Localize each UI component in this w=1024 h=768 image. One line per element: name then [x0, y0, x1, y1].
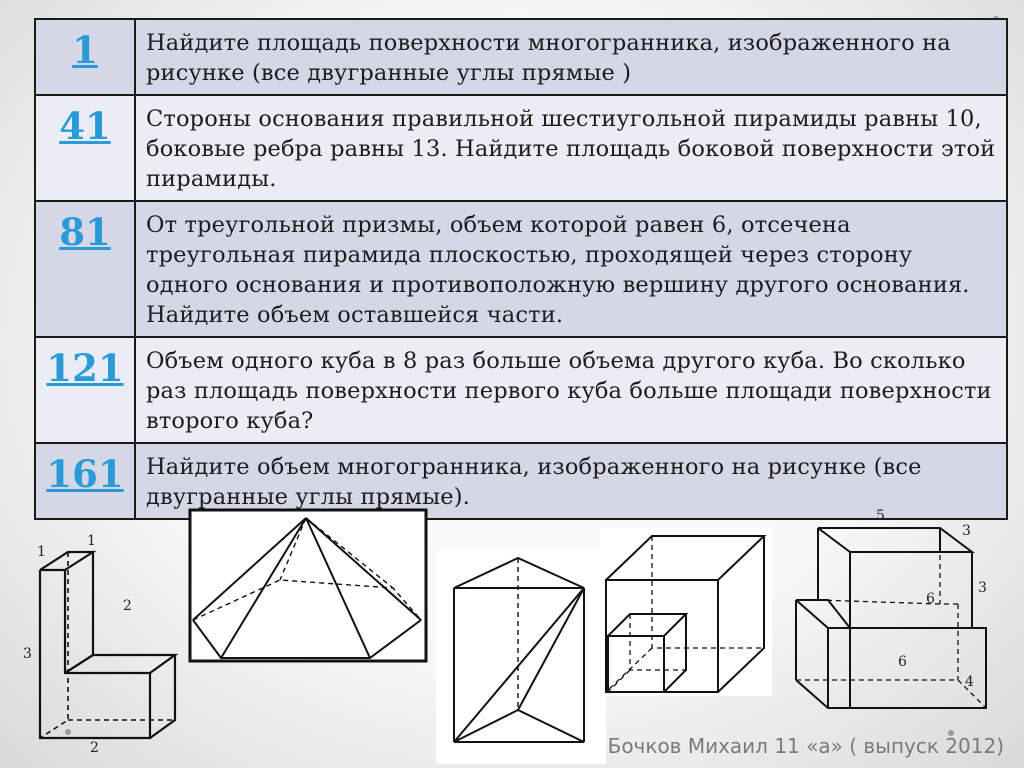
figure-compound-box: [790, 508, 1000, 714]
edge-label: 4: [965, 674, 974, 690]
edge-label: 5: [876, 508, 885, 524]
author-caption: Бочков Михаил 11 «а» ( выпуск 2012): [607, 734, 1004, 758]
task-text: Найдите площадь поверхности многогранника, изображенного на рисунке (все двугранные углы прямые ): [135, 19, 1007, 95]
figure-triangular-prism: [436, 550, 606, 764]
task-number-link[interactable]: 41: [35, 95, 135, 201]
decor-dot: [65, 729, 71, 735]
task-row: [35, 19, 1007, 95]
edge-label: 2: [123, 598, 132, 614]
figure-hexagonal-pyramid: [188, 508, 428, 664]
task-row: [35, 95, 1007, 201]
task-text: Найдите объем многогранника, изображенного на рисунке (все двугранные углы прямые).: [135, 443, 1007, 519]
figure-two-cubes: [600, 528, 772, 696]
edge-label: 3: [978, 580, 987, 596]
figure-l-polyhedron: [15, 530, 190, 760]
edge-label: 6: [898, 654, 907, 670]
task-number-link[interactable]: 161: [35, 443, 135, 519]
task-number-link[interactable]: 121: [35, 337, 135, 443]
task-row: [35, 201, 1007, 337]
task-text: От треугольной призмы, объем которой равен 6, отсечена треугольная пирамида плоскостью, проходящей через сторону одного основания и противоположную вершину другого основания. Найдите объем оставшейся части.: [135, 201, 1007, 337]
task-number-link[interactable]: 81: [35, 201, 135, 337]
edge-label: 1: [87, 533, 96, 549]
edge-label: 2: [90, 740, 99, 756]
tasks-table: [34, 18, 1008, 520]
edge-label: 1: [37, 544, 46, 560]
edge-label: 6: [926, 591, 935, 607]
task-row: [35, 337, 1007, 443]
edge-label: 3: [23, 646, 32, 662]
task-text: Стороны основания правильной шестиугольной пирамиды равны 10, боковые ребра равны 13. Найдите площадь боковой поверхности этой пирамиды.: [135, 95, 1007, 201]
task-text: Объем одного куба в 8 раз больше объема другого куба. Во сколько раз площадь поверхности первого куба больше площади поверхности второго куба?: [135, 337, 1007, 443]
edge-label: 3: [962, 523, 971, 539]
task-number-link[interactable]: 1: [35, 19, 135, 95]
